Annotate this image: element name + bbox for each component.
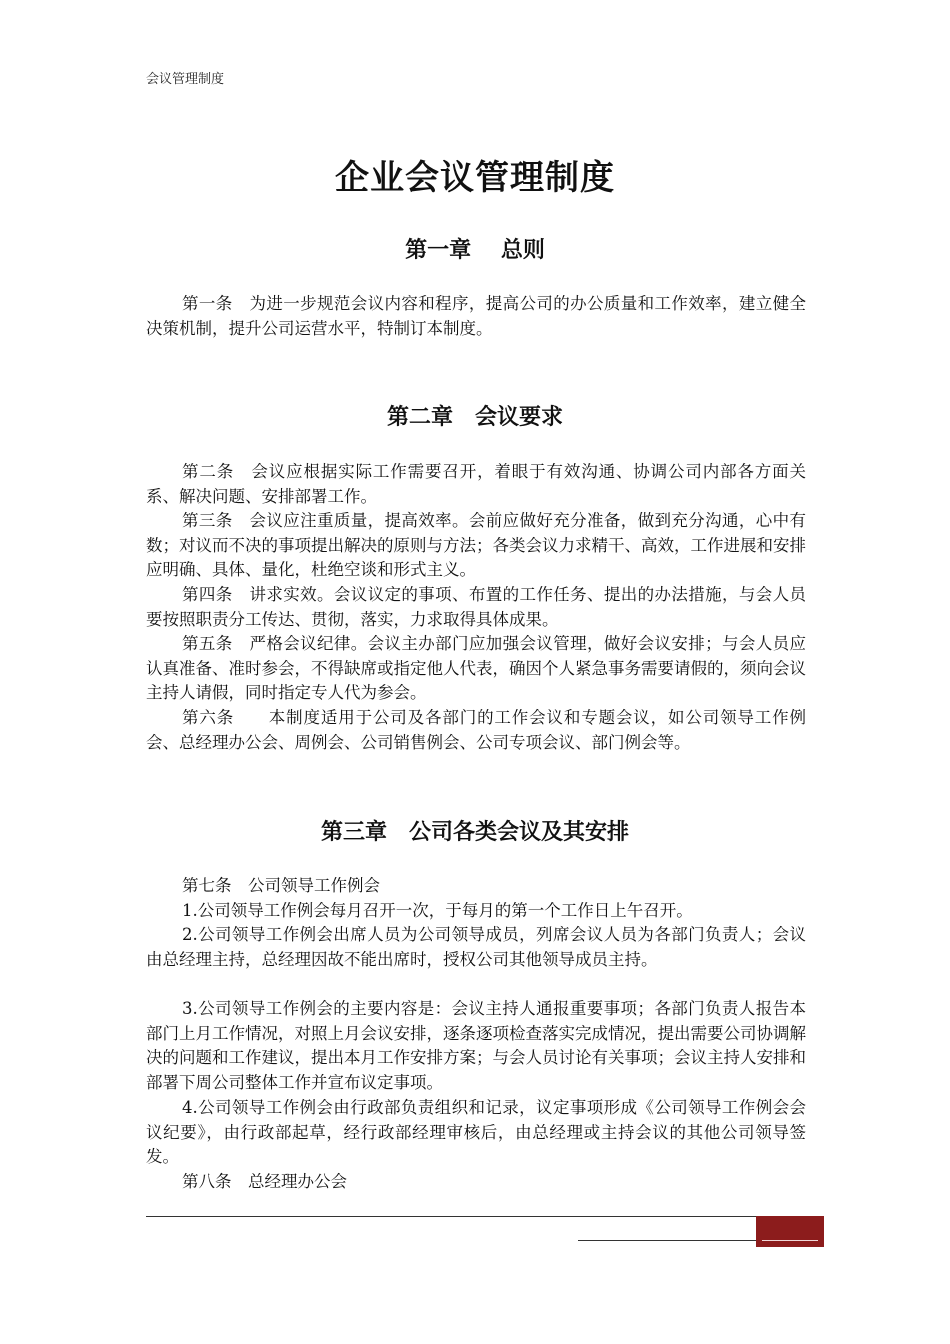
footer-rule-bottom (578, 1240, 756, 1241)
article-4: 第四条 讲求实效。会议议定的事项、布置的工作任务、提出的办法措施，与会人员要按照职责分工传达、贯彻，落实，力求取得具体成果。 (146, 585, 806, 629)
article-7-item-3: 3.公司领导工作例会的主要内容是：会议主持人通报重要事项；各部门负责人报告本部门上月工作情况，对照上月会议安排，逐条逐项检查落实完成情况，提出需要公司协调解决的问题和工作建议，提出本月工作安排方案；与会人员讨论有关事项；会议主持人安排和部署下周公司整体工作并宣布议定事项。 (146, 999, 806, 1092)
running-header: 会议管理制度 (146, 72, 225, 87)
article-6: 第六条 本制度适用于公司及各部门的工作会议和专题会议，如公司领导工作例会、总经理办公会、周例会、公司销售例会、公司专项会议、部门例会等。 (146, 708, 806, 752)
article-7-item-4: 4.公司领导工作例会由行政部负责组织和记录，议定事项形成《公司领导工作例会会议纪要》，由行政部起草，经行政部经理审核后，由总经理或主持会议的其他公司领导签发。 (146, 1098, 806, 1166)
footer-rule-top (146, 1216, 756, 1217)
article-7-item-1: 1.公司领导工作例会每月召开一次，于每月的第一个工作日上午召开。 (182, 901, 693, 920)
article-5: 第五条 严格会议纪律。会议主办部门应加强会议管理，做好会议安排；与会人员应认真准备、准时参会，不得缺席或指定他人代表，确因个人紧急事务需要请假的，须向会议主持人请假，同时指定专人代为参会。 (146, 634, 806, 702)
footer-accent-block (756, 1216, 824, 1247)
article-8: 第八条 总经理办公会 (182, 1172, 347, 1191)
document-title: 企业会议管理制度 (335, 158, 615, 198)
article-7: 第七条 公司领导工作例会 (182, 876, 380, 895)
article-7-item-2: 2.公司领导工作例会出席人员为公司领导成员，列席会议人员为各部门负责人；会议由总经理主持，总经理因故不能出席时，授权公司其他领导成员主持。 (146, 925, 806, 969)
article-1: 第一条 为进一步规范会议内容和程序，提高公司的办公质量和工作效率，建立健全决策机制，提升公司运营水平，特制订本制度。 (146, 294, 806, 338)
article-2: 第二条 会议应根据实际工作需要召开，着眼于有效沟通、协调公司内部各方面关系、解决问题、安排部署工作。 (146, 462, 806, 506)
footer-accent-rule (762, 1240, 818, 1241)
article-3: 第三条 会议应注重质量，提高效率。会前应做好充分准备，做到充分沟通，心中有数；对议而不决的事项提出解决的原则与方法；各类会议力求精干、高效，工作进展和安排应明确、具体、量化，杜绝空谈和形式主义。 (146, 511, 806, 579)
chapter-2-heading: 第二章 会议要求 (386, 405, 563, 430)
chapter-3-heading: 第三章 公司各类会议及其安排 (320, 820, 629, 845)
chapter-1-heading: 第一章 总则 (405, 238, 545, 263)
